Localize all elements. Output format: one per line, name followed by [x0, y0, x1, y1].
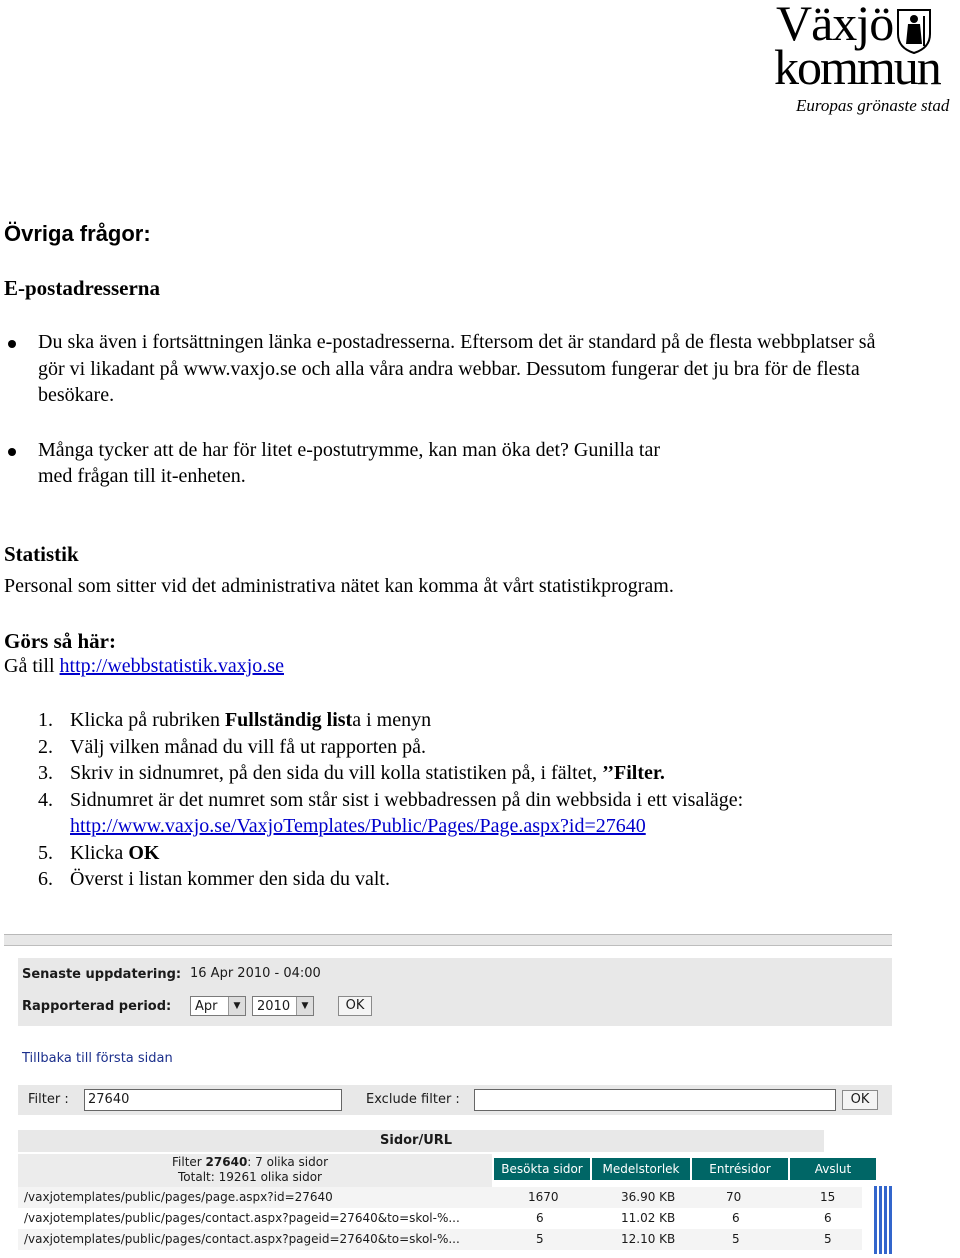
table-row [18, 1208, 862, 1229]
row-url[interactable]: /vaxjotemplates/public/pages/contact.aspx?pageid=27640&to=skol-%... [24, 1211, 460, 1225]
filter-summary-text: Filter 27640: 7 olika sidor [172, 1155, 328, 1169]
bullet-text: Du ska även i fortsättningen länka e-postadresserna. Eftersom det är standard på de flesta webbplatser så gör vi likadant på www.vaxjo.se och alla våra andra webbar. Dessutom fungerar det ju bra för de flesta besökare. [38, 331, 876, 406]
chevron-down-icon: ▼ [296, 997, 313, 1015]
row-entry: 70 [726, 1190, 742, 1204]
logo-tagline: Europas grönaste stad [796, 96, 950, 115]
bullet-icon [8, 448, 16, 456]
step-item [0, 760, 900, 787]
stats-section-title: Statistik [4, 542, 79, 566]
step-bold: ’’Filter [602, 762, 660, 784]
step-number: 2. [38, 735, 53, 758]
period-label: Rapporterad period: [22, 999, 172, 1014]
exclude-filter-input[interactable] [474, 1089, 836, 1111]
step-number: 4. [38, 788, 53, 811]
step-text: i menyn [361, 709, 432, 731]
example-page-link[interactable]: http://www.vaxjo.se/VaxjoTemplates/Public/Pages/Page.aspx?id=27640 [70, 815, 646, 837]
table-title-bar [18, 1130, 824, 1152]
row-exit: 5 [824, 1232, 832, 1246]
filter-label: Filter : [28, 1092, 69, 1107]
row-size: 36.90 KB [621, 1190, 676, 1204]
step-number: 3. [38, 762, 53, 784]
col-header-medelstorlek[interactable]: Medelstorlek [592, 1158, 690, 1180]
row-visits: 5 [536, 1232, 544, 1246]
senaste-label: Senaste uppdatering: [22, 967, 182, 982]
exclude-filter-label: Exclude filter : [366, 1092, 460, 1107]
step-bold: OK [128, 841, 160, 864]
col-header-avslut[interactable]: Avslut [790, 1158, 876, 1180]
total-summary-text: Totalt: 19261 olika sidor [178, 1170, 322, 1184]
row-visits: 6 [536, 1211, 544, 1225]
year-value: 2010 [257, 999, 291, 1014]
report-header-panel [18, 958, 892, 1026]
goto-line [4, 653, 284, 680]
step-item [0, 840, 900, 867]
page-heading: Övriga frågor: [4, 221, 151, 246]
row-visits: 1670 [528, 1190, 559, 1204]
howto-title: Görs så här: [4, 629, 116, 653]
email-bullet-list [4, 329, 904, 490]
bullet-item [4, 437, 904, 490]
email-section-title: E-postadresserna [4, 276, 160, 300]
col-header-besokta[interactable]: Besökta sidor [494, 1158, 590, 1180]
step-text: Överst i listan kommer den sida du valt. [70, 868, 390, 890]
steps-list [0, 707, 900, 893]
step-item [0, 866, 900, 893]
bullet-text: Många tycker att de har för litet e-postutrymme, kan man öka det? Gunilla tar med frågan till it-enheten. [38, 438, 661, 487]
step-text: a [352, 709, 362, 731]
table-row [18, 1229, 862, 1250]
month-value: Apr [195, 999, 218, 1014]
filter-ok-button[interactable]: OK [842, 1090, 878, 1110]
row-entry: 5 [732, 1232, 740, 1246]
vaxjo-kommun-logo [770, 2, 960, 117]
filter-input[interactable]: 27640 [84, 1089, 342, 1111]
filter-panel [18, 1085, 892, 1115]
step-number: 5. [38, 841, 53, 864]
bullet-icon [8, 340, 16, 348]
row-size: 12.10 KB [621, 1232, 676, 1246]
stats-intro: Personal som sitter vid det administrativa nätet kan komma åt vårt statistikprogram. [4, 575, 674, 597]
logo-line1: Växjö [776, 0, 894, 51]
visits-bar-graph [874, 1186, 892, 1254]
goto-prefix: Gå till [4, 655, 60, 677]
row-exit: 6 [824, 1211, 832, 1225]
filter-summary [18, 1154, 492, 1188]
bullet-item [4, 329, 904, 409]
statistics-screenshot [4, 934, 892, 1254]
step-bold: Fullständig list [224, 709, 353, 731]
webbstatistik-link[interactable]: http://webbstatistik.vaxjo.se [59, 655, 284, 677]
step-bold: . [659, 762, 665, 784]
step-item [0, 787, 900, 840]
senaste-value: 16 Apr 2010 - 04:00 [190, 966, 321, 981]
step-text: Klicka på rubriken [70, 709, 225, 731]
step-text: Skriv in sidnumret, på den sida du vill kolla statistiken på, i fältet, [70, 762, 603, 784]
row-url[interactable]: /vaxjotemplates/public/pages/page.aspx?id=27640 [24, 1190, 333, 1204]
month-select[interactable] [190, 996, 246, 1016]
year-select[interactable] [252, 996, 314, 1016]
step-number: 1. [38, 709, 53, 731]
step-text: Sidnumret är det numret som står sist i webbadressen på din webbsida i ett visaläge: [70, 788, 744, 811]
back-link[interactable]: Tillbaka till första sidan [22, 1051, 173, 1066]
chevron-down-icon: ▼ [228, 997, 245, 1015]
table-title: Sidor/URL [380, 1133, 453, 1148]
row-url[interactable]: /vaxjotemplates/public/pages/contact.aspx?pageid=27640&to=skol-%... [24, 1232, 460, 1246]
row-size: 11.02 KB [621, 1211, 676, 1225]
step-number: 6. [38, 868, 53, 890]
col-header-entresidor[interactable]: Entrésidor [692, 1158, 788, 1180]
step-text: Välj vilken månad du vill få ut rapporten på. [70, 735, 427, 758]
step-text: Klicka [70, 841, 129, 864]
logo-line2: kommun [774, 39, 940, 95]
row-exit: 15 [820, 1190, 836, 1204]
browser-tab-strip [4, 934, 892, 946]
step-item [0, 734, 900, 761]
period-ok-button[interactable]: OK [338, 996, 372, 1016]
row-entry: 6 [732, 1211, 740, 1225]
step-item [0, 707, 900, 734]
table-row [18, 1187, 862, 1208]
